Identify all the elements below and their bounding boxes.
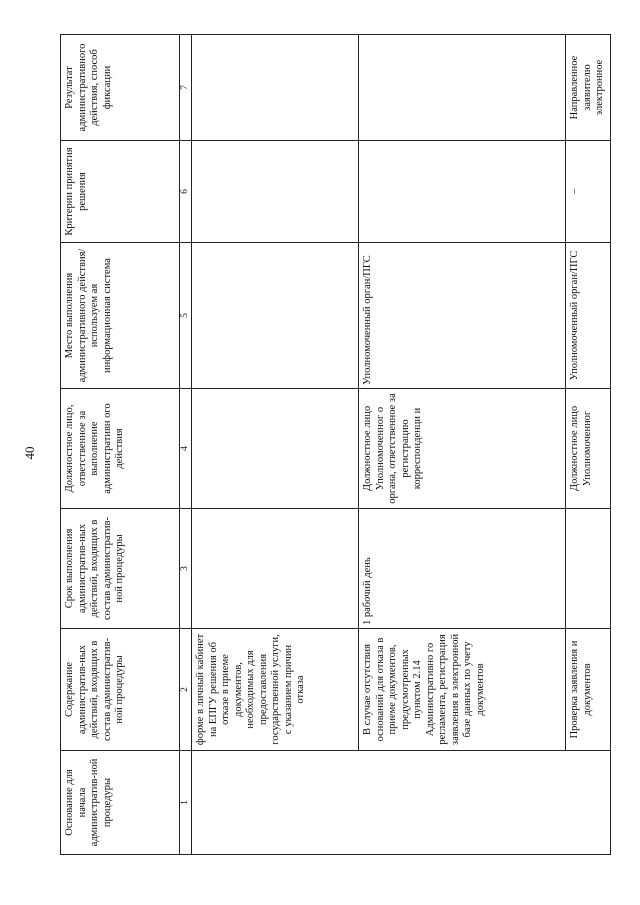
table-cell: форме в личный кабинет на ЕПГУ решения об отказе в приеме документов, необходимых для предоставления государственной услуги, с указанием причин отказа bbox=[192, 629, 359, 751]
procedure-table bbox=[60, 34, 611, 855]
header-cell: Место выполнения административного действия/используем ая информационная система bbox=[61, 243, 180, 389]
table-row bbox=[566, 35, 611, 855]
header-cell: Основание для начала административ-ной процедуры bbox=[61, 751, 180, 855]
table-cell bbox=[192, 35, 359, 141]
header-cell: Результат административного действия, способ фиксации bbox=[61, 35, 180, 141]
table-cell bbox=[192, 751, 611, 855]
column-number: 7 bbox=[180, 35, 192, 141]
table-cell bbox=[359, 35, 566, 141]
page-number: 40 bbox=[22, 446, 37, 460]
column-number: 1 bbox=[180, 751, 192, 855]
header-cell: Критерии принятия решения bbox=[61, 141, 180, 243]
column-number: 3 bbox=[180, 509, 192, 629]
rotated-table-wrapper bbox=[60, 35, 605, 855]
header-cell: Срок выполнения административ-ных действий, входящих в состав административ-ной процедуры bbox=[61, 509, 180, 629]
column-number: 2 bbox=[180, 629, 192, 751]
table-cell bbox=[192, 389, 359, 509]
column-number: 5 bbox=[180, 243, 192, 389]
table-cell bbox=[192, 509, 359, 629]
table-cell bbox=[192, 141, 359, 243]
column-number: 6 bbox=[180, 141, 192, 243]
table-cell: Уполномоченный орган/ПГС bbox=[566, 243, 611, 389]
table-cell: Должностное лицо Уполномоченног о органа, ответственное за регистрацию корреспонденци и bbox=[359, 389, 566, 509]
table-cell: – bbox=[566, 141, 611, 243]
table-cell bbox=[192, 243, 359, 389]
table-cell: Должностное лицо Уполномоченног bbox=[566, 389, 611, 509]
table-cell: Направленное заявителю электронное bbox=[566, 35, 611, 141]
column-number-row bbox=[180, 35, 192, 855]
table-cell bbox=[359, 141, 566, 243]
table-cell: 1 рабочий день bbox=[359, 509, 566, 629]
table-cell: В случае отсутствия оснований для отказа в приеме документов, предусмотренных пунктом 2.14 Административно го регламента, регистрация заявления в электронной базе данных по учету документов bbox=[359, 629, 566, 751]
column-number: 4 bbox=[180, 389, 192, 509]
table-cell bbox=[566, 509, 611, 629]
table-row bbox=[192, 35, 359, 855]
header-cell: Содержание административ-ных действий, входящих в состав административ-ной процедуры bbox=[61, 629, 180, 751]
header-row bbox=[61, 35, 180, 855]
table-cell: Проверка заявления и документов bbox=[566, 629, 611, 751]
table-cell: Уполномоченный орган/ПГС bbox=[359, 243, 566, 389]
header-cell: Должностное лицо, ответственное за выполнение административн ого действия bbox=[61, 389, 180, 509]
table-row bbox=[359, 35, 566, 855]
